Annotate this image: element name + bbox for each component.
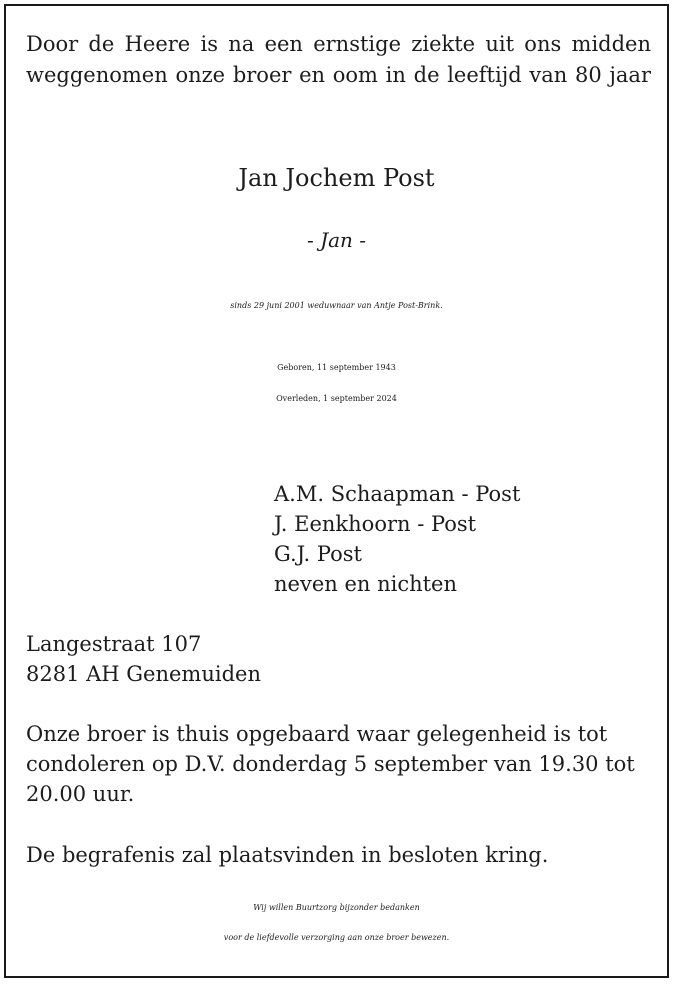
death-date: Overleden, 1 september 2024 — [276, 394, 397, 403]
family-member: neven en nichten — [274, 572, 457, 596]
widower-line: sinds 29 juni 2001 weduwnaar van Antje Post-Brink. — [230, 301, 443, 310]
funeral-notice: De begrafenis zal plaatsvinden in besloten kring. — [26, 843, 549, 867]
address-street: Langestraat 107 — [26, 632, 202, 656]
deceased-nickname: - Jan - — [306, 228, 367, 252]
deceased-name: Jan Jochem Post — [238, 164, 435, 192]
thanks-line-2: voor de liefdevolle verzorging aan onze broer bewezen. — [223, 933, 450, 942]
intro-line-1: Door de Heere is na een ernstige ziekte uit ons midden — [26, 32, 651, 56]
birth-date: Geboren, 11 september 1943 — [277, 363, 396, 372]
condolence-line-2: condoleren op D.V. donderdag 5 september van 19.30 tot — [26, 752, 635, 776]
family-member: G.J. Post — [274, 542, 362, 566]
family-member: A.M. Schaapman - Post — [274, 482, 521, 506]
address-city: 8281 AH Genemuiden — [26, 662, 261, 686]
intro-line-2: weggenomen onze broer en oom in de leeftijd van 80 jaar — [26, 63, 651, 87]
family-member: J. Eenkhoorn - Post — [274, 512, 477, 536]
obituary-card — [4, 4, 669, 978]
thanks-line-1: Wij willen Buurtzorg bijzonder bedanken — [253, 903, 420, 912]
condolence-line-3: 20.00 uur. — [26, 782, 135, 806]
condolence-line-1: Onze broer is thuis opgebaard waar gelegenheid is tot — [26, 722, 608, 746]
